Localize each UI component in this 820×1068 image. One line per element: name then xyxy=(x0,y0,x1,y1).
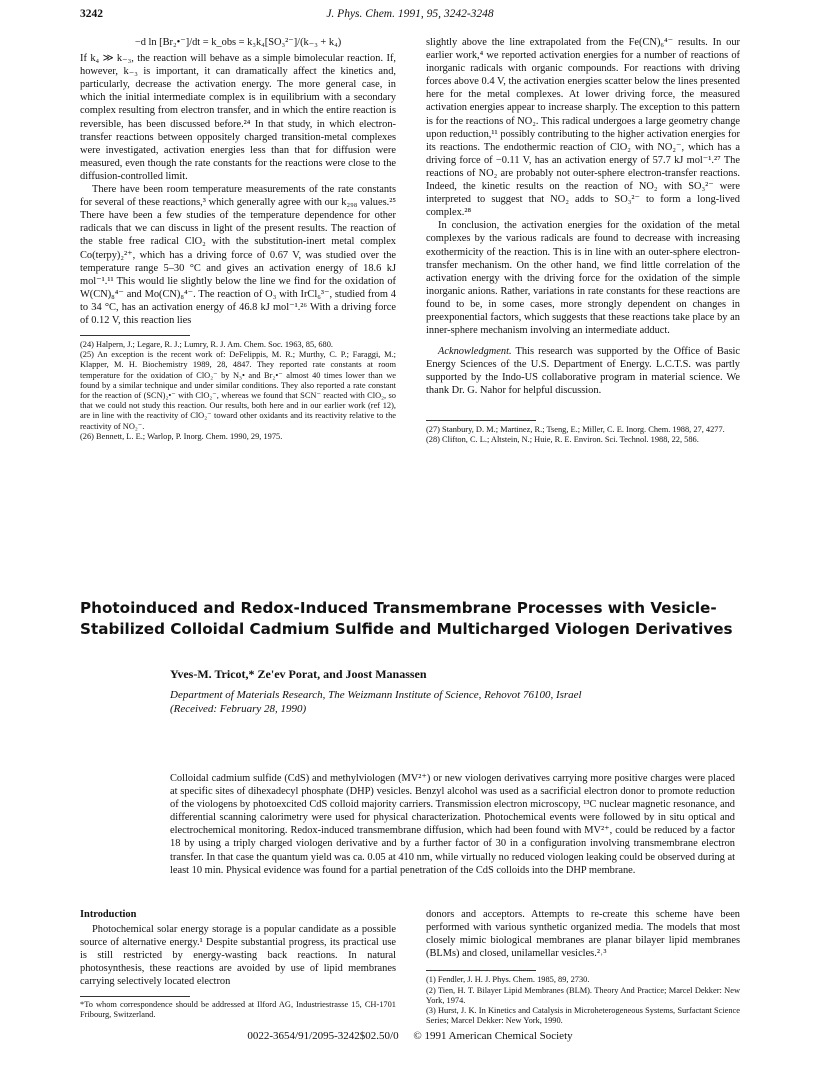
footnote: (2) Tien, H. T. Bilayer Lipid Membranes (BLM). Theory And Practice; Marcel Dekker: New York, 1974. xyxy=(426,985,740,1005)
acknowledgment xyxy=(426,345,740,397)
body-paragraph: In conclusion, the activation energies for the oxidation of the metal complexes by the various radicals are found to decrease with increasing exothermicity of the reaction. This is in line with an outer-sphere electron-transfer mechanism. On the other hand, we find little correlation of the activation energy with the driving force for the oxidation of the simple inorganic anions. Rather, variations in rate constants for these reactions are found to be, in some cases, more strongly dependent on changes in preexponential factors, which suggests that these reactions take place by an inner-sphere mechanism involving an intermediate adduct. xyxy=(426,220,740,337)
footnotes xyxy=(80,340,396,442)
footnotes xyxy=(426,975,740,1026)
correspondence-note: *To whom correspondence should be addressed at Ilford AG, Industriestrasse 15, CH-1701 Fribourg, Switzerland. xyxy=(80,999,396,1019)
footnote-divider xyxy=(80,335,190,336)
footnote: (25) An exception is the recent work of: DeFelippis, M. R.; Murthy, C. P.; Faraggi, M.; Klapper, M. H. Biochemistry 1989, 28, 4847. They reported rate constants at room temperature for the oxidation of ClO₂⁻ by N₃• and Br₂•⁻ almost 40 times lower than we found by a similar technique and under similar conditions. They also reported a rate constant for the reaction of (SCN)₂•⁻ with ClO₂⁻, whereas we found that SCN⁻ reacted with ClO₂, so that we could not study this reaction. Our results, both here and in our earlier work (ref 12), are in line with the reactivity of ClO₂⁻ toward other oxidants and its reactivity relative to the reactivity of NO₂⁻. xyxy=(80,350,396,431)
footnote: (1) Fendler, J. H. J. Phys. Chem. 1985, 89, 2730. xyxy=(426,975,590,985)
acknowledgment-text: This research was supported by the Office of Basic Energy Sciences of the U.S. Department of Energy. L.C.T.S. was partly supported by the Indo-US collaborative program in material science. We thank Dr. G. Nahor for helpful discussion. xyxy=(426,346,740,397)
body-paragraph: donors and acceptors. Attempts to re-create this scheme have been performed with various synthetic organized media. The models that most closely mimic biological membranes are planar bilayer lipid membranes (BLMs) and closed, unilamellar vesicles.²˒³ xyxy=(426,909,740,960)
rate-equation: −d ln [Br₂•⁻]/dt = k_obs = k₃k₄[SO₃²⁻]/(k₋₃ + k₄) xyxy=(134,37,342,48)
body-paragraph: Photochemical solar energy storage is a popular candidate as a possible source of alternative energy.¹ Despite substantial progress, its practical use is still restricted by energy-wasting back reactions. In natural photosynthesis, these reactions are avoided by use of lipid membranes carrying selectively located electron xyxy=(80,924,396,988)
section-heading: Introduction xyxy=(80,909,137,920)
footnote: (24) Halpern, J.; Legare, R. J.; Lumry, R. J. Am. Chem. Soc. 1963, 85, 680. xyxy=(80,340,334,350)
page-number: 3242 xyxy=(80,8,103,20)
affiliation-block xyxy=(170,688,582,716)
prev-article-right-column xyxy=(426,36,740,445)
prev-article-left-column xyxy=(80,36,396,442)
article-authors: Yves-M. Tricot,* Ze'ev Porat, and Joost Manassen xyxy=(170,667,427,681)
running-header xyxy=(80,8,740,24)
publication-code: 0022-3654/91/2095-3242$02.50/0 xyxy=(247,1030,399,1042)
page-footer xyxy=(0,1030,820,1042)
footnote-divider xyxy=(426,420,536,421)
article-title: Photoinduced and Redox-Induced Transmembrane Processes with Vesicle-Stabilized Colloidal Cadmium Sulfide and Multicharged Viologen Derivatives xyxy=(80,599,733,638)
footnote-divider xyxy=(426,970,536,971)
footnotes xyxy=(426,425,740,445)
body-paragraph: There have been room temperature measurements of the rate constants for several of these reactions,³ which generally agree with our k₂₉₈ values.²⁵ There have been a few studies of the temperature dependence for other radicals that we can discuss in light of the present results. The reaction of the stable free radical ClO₂ with the substitution-inert metal complex Co(terpy)₂²⁺, which has a driving force of 0.67 V, was studied over the temperature range 5–30 °C and gives an activation energy of 18.6 kJ mol⁻¹.¹¹ This would lie slightly below the line we find for the oxidation of W(CN)₈⁴⁻ and Mo(CN)₈⁴⁻. The reaction of O₃ with IrCl₆³⁻, studied from 4 to 34 °C, has an activation energy of 46.8 kJ mol⁻¹.²⁶ With a driving force of 0.12 V, this reaction lies xyxy=(80,184,396,326)
footnote: (27) Stanbury, D. M.; Martinez, R.; Tseng, E.; Miller, C. E. Inorg. Chem. 1988, 27, 4277. xyxy=(426,424,725,434)
body-paragraph: slightly above the line extrapolated from the Fe(CN)₆⁴⁻ results. In our earlier work,⁴ we reported activation energies for a number of reactions of inorganic radicals with organic compounds. For reactions with driving forces above 0.4 V, the activation energies scatter below the lines presented here for the metal complexes. At lower driving force, the measured activation energies appear to increase sharply. The exception to this pattern is for the reactions of NO₂. This radical undergoes a large geometry change upon reduction,¹¹ possibly contributing to the higher activation energies for its reactions. The endothermic reaction of ClO₂ with NO₂⁻, which has a driving force of −0.11 V, has an activation energy of 57.7 kJ mol⁻¹.²⁷ The reactions of NO₂ are probably not outer-sphere electron-transfer reactions. Indeed, the kinetic results on the reaction of NO₂ with SO₃²⁻ were interpreted to suggest that NO₂ adds to SO₃²⁻ to form a long-lived complex.²⁸ xyxy=(426,37,740,219)
copyright: © 1991 American Chemical Society xyxy=(413,1030,573,1042)
acknowledgment-label: Acknowledgment. xyxy=(438,346,512,358)
abstract: Colloidal cadmium sulfide (CdS) and methylviologen (MV²⁺) or new viologen derivatives carrying more positive charges were placed at specific sites of dihexadecyl phosphate (DHP) vesicles. Benzyl alcohol was used as a sacrificial electron donor to promote reduction of the viologens by photoexcited CdS colloid majority carriers. Transmission electron microscopy, ¹³C nuclear magnetic resonance, and differential scanning calorimetry were used for physical characterization. Photochemical events were followed by in situ optical and electrochemical monitoring. Redox-induced transmembrane diffusion, which had been found with MV²⁺, could be reduced by a factor 18 by using a triply charged viologen derivative and by a further factor of 30 in a configuration involving transmembrane electron transfer. In that case the quantum yield was ca. 0.05 at 410 nm, while virtually no reduced viologen leaking could be observed during at least 10 min. Physical evidence was found for a partial penetration of the CdS colloids into the DHP membrane. xyxy=(170,773,735,876)
affiliation: Department of Materials Research, The Weizmann Institute of Science, Rehovot 76100, Israel xyxy=(170,689,582,701)
journal-citation: J. Phys. Chem. 1991, 95, 3242-3248 xyxy=(326,8,494,20)
body-paragraph: If k₄ ≫ k₋₃, the reaction will behave as a simple bimolecular reaction. If, however, k₋₃ is important, it can dramatically affect the kinetics and, particularly, decrease the activation energy. The more general case, in which the initial intermediate complex is in equilibrium with a secondary complex resulting from electron transfer, and in which the entire reaction is reversible, has been discussed before.²⁴ In that study, in which electron-transfer reactions between oppositely charged transition-metal complexes were investigated, activation energies less than that for diffusion were measured, even though the rate constants for the reactions were close to the diffusion-controlled limit. xyxy=(80,53,396,182)
footnote: (26) Bennett, L. E.; Warlop, P. Inorg. Chem. 1990, 29, 1975. xyxy=(80,431,283,441)
footnote-divider xyxy=(80,996,190,997)
intro-right-column xyxy=(426,908,740,1026)
received-date: (Received: February 28, 1990) xyxy=(170,703,307,715)
intro-left-column xyxy=(80,908,396,1020)
footnote: (28) Clifton, C. L.; Altstein, N.; Huie, R. E. Environ. Sci. Technol. 1988, 22, 586. xyxy=(426,434,699,444)
footnote: (3) Hurst, J. K. In Kinetics and Catalysis in Microheterogeneous Systems, Surfactant Science Series; Marcel Dekker: New York, 1990. xyxy=(426,1005,740,1026)
